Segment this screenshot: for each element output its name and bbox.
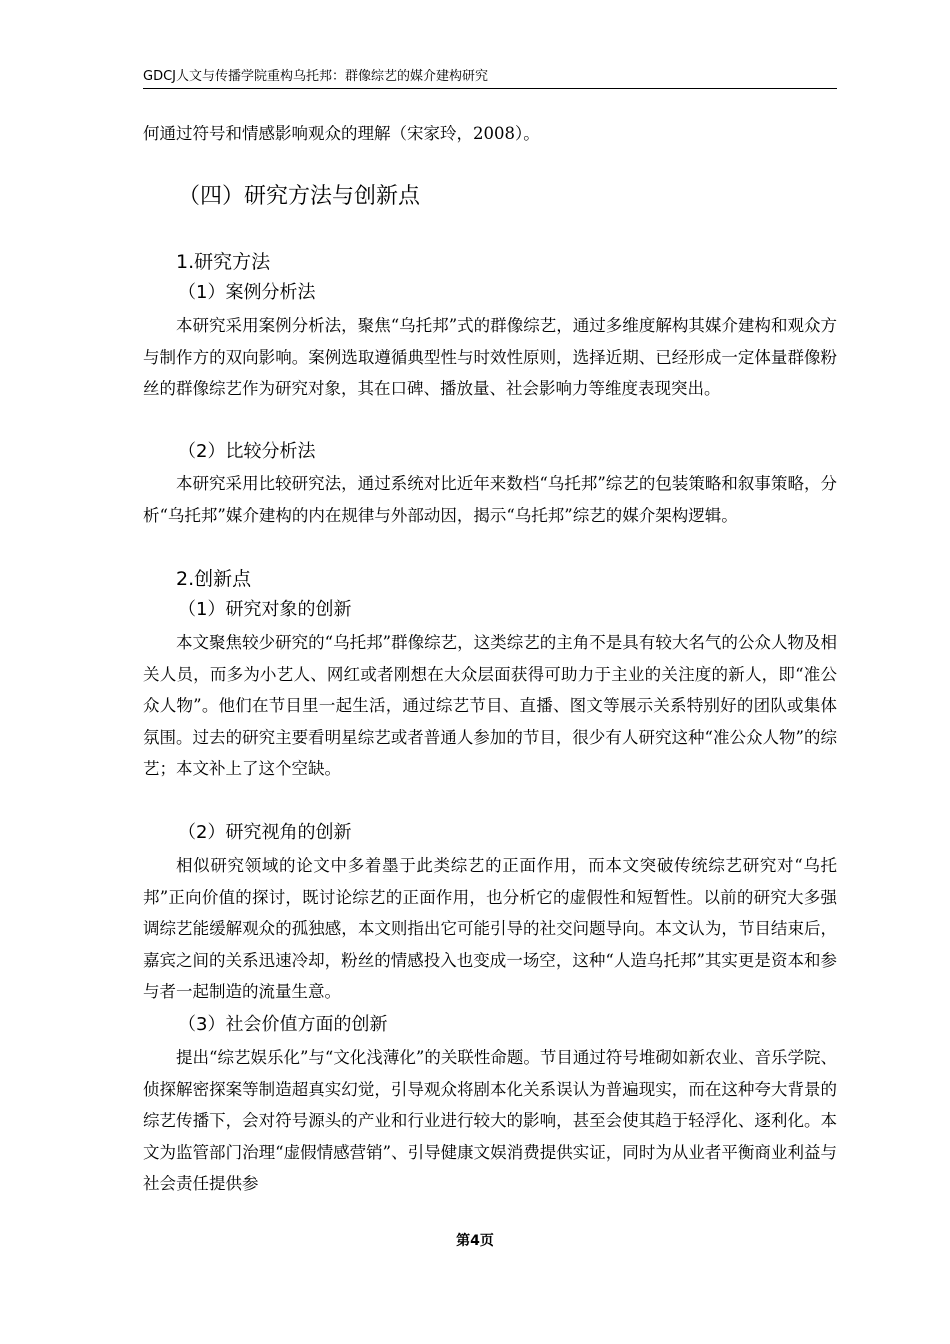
section-heading: （四）研究方法与创新点 xyxy=(178,184,421,209)
comparative-analysis-paragraph: 本研究采用比较研究法，通过系统对比近年来数档“乌托邦”综艺的包装策略和叙事策略，分析“乌托邦”媒介建构的内在规律与外部动因，揭示“乌托邦”综艺的媒介架构逻辑。 xyxy=(143,474,837,525)
social-value-innovation-heading: （3）社会价值方面的创新 xyxy=(178,1014,388,1035)
page-number: 第4页 xyxy=(456,1233,494,1249)
continuation-paragraph: 何通过符号和情感影响观众的理解（宋家玲，2008）。 xyxy=(143,124,540,143)
object-innovation-paragraph: 本文聚焦较少研究的“乌托邦”群像综艺，这类综艺的主角不是具有较大名气的公众人物及相关人员，而多为小艺人、网红或者刚想在大众层面获得可助力于主业的关注度的新人，即“准公众人物”。他们在节目里一起生活，通过综艺节目、直播、图文等展示关系特别好的团队或集体氛围。过去的研究主要看明星综艺或者普通人参加的节目，很少有人研究这种“准公众人物”的综艺；本文补上了这个空缺。 xyxy=(143,633,837,778)
running-header: GDCJ人文与传播学院重构乌托邦：群像综艺的媒介建构研究 xyxy=(143,68,837,89)
object-innovation-heading: （1）研究对象的创新 xyxy=(178,599,352,620)
innovation-heading: 2.创新点 xyxy=(176,568,252,590)
methods-heading: 1.研究方法 xyxy=(176,251,271,273)
comparative-analysis-heading: （2）比较分析法 xyxy=(178,441,316,462)
case-analysis-heading: （1）案例分析法 xyxy=(178,282,316,303)
social-value-innovation-paragraph: 提出“综艺娱乐化”与“文化浅薄化”的关联性命题。节目通过符号堆砌如新农业、音乐学院、侦探解密探案等制造超真实幻觉，引导观众将剧本化关系误认为普遍现实，而在这种夸大背景的综艺传播下，会对符号源头的产业和行业进行较大的影响，甚至会使其趋于轻浮化、逐利化。本文为监管部门治理“虚假情感营销”、引导健康文娱消费提供实证，同时为从业者平衡商业利益与社会责任提供参 xyxy=(143,1048,837,1193)
case-analysis-paragraph: 本研究采用案例分析法，聚焦“乌托邦”式的群像综艺，通过多维度解构其媒介建构和观众方与制作方的双向影响。案例选取遵循典型性与时效性原则，选择近期、已经形成一定体量群像粉丝的群像综艺作为研究对象，其在口碑、播放量、社会影响力等维度表现突出。 xyxy=(143,316,837,398)
perspective-innovation-paragraph: 相似研究领域的论文中多着墨于此类综艺的正面作用，而本文突破传统综艺研究对“乌托邦”正向价值的探讨，既讨论综艺的正面作用，也分析它的虚假性和短暂性。以前的研究大多强调综艺能缓解观众的孤独感，本文则指出它可能引导的社交问题导向。本文认为，节目结束后，嘉宾之间的关系迅速冷却，粉丝的情感投入也变成一场空，这种“人造乌托邦”其实更是资本和参与者一起制造的流量生意。 xyxy=(143,856,837,1001)
perspective-innovation-heading: （2）研究视角的创新 xyxy=(178,822,352,843)
